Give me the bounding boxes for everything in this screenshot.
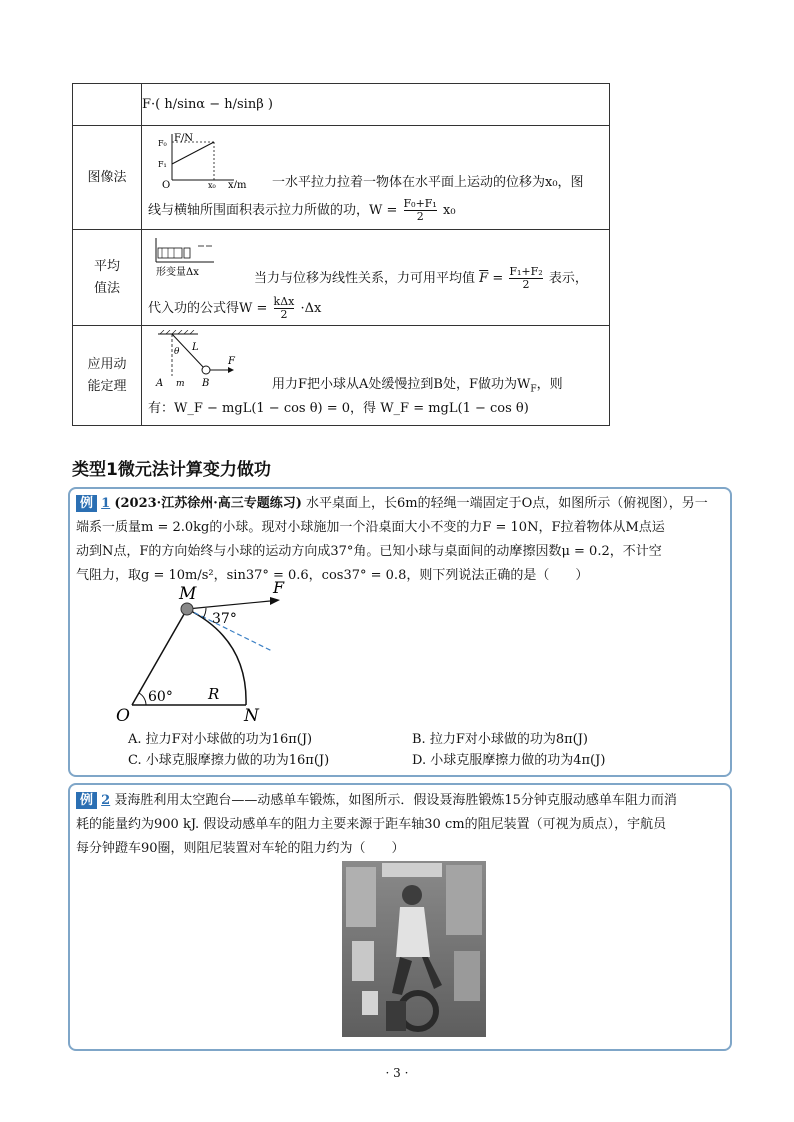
fig1-M: M: [179, 584, 197, 604]
fig1-N: N: [244, 706, 259, 723]
row4-label-1: 应用动: [87, 356, 127, 372]
example-1-box: [68, 487, 732, 777]
example-1-option-a[interactable]: A. 拉力F对小球做的功为16π(J): [128, 732, 313, 747]
example-1-text-4: 气阻力，取g = 10m/s²，sin37° = 0.6，cos37° = 0.8，则下列说法正确的是（ ）: [76, 568, 589, 583]
row4-label-2: 能定理: [87, 378, 127, 394]
row3-text-d: ·Δx: [300, 301, 322, 316]
graph-origin: O: [162, 180, 171, 188]
pendulum-figure: [152, 330, 252, 392]
spring-graph-label: 形变量Δx: [156, 267, 199, 278]
pendulum-F: F: [228, 356, 235, 367]
row4-label: [73, 326, 142, 426]
row3-label-1: 平均: [93, 258, 120, 274]
row3-label-2: 值法: [93, 280, 120, 296]
example-2-tag: 例: [76, 792, 97, 809]
row4-content: [142, 326, 610, 426]
row3-text-b: 表示，: [548, 271, 588, 286]
example-1-option-c[interactable]: C. 小球克服摩擦力做的功为16π(J): [128, 753, 330, 768]
row2-frac-num: F₀+F₁: [403, 197, 437, 210]
graph-y-tick-0: F₀: [158, 139, 167, 148]
row4-text-a: 用力F把小球从A处缓慢拉到B处，F做功为W: [272, 377, 531, 392]
row3-frac-num: F₁+F₂: [509, 265, 543, 278]
row3-fraction: [509, 266, 542, 291]
row3-frac2-num: kΔx: [273, 295, 295, 308]
row1-content: [142, 84, 610, 126]
pendulum-B: B: [202, 378, 210, 389]
row2-text-b: 线与横轴所围面积表示拉力所做的功，W =: [148, 203, 398, 218]
fig1-O: O: [116, 706, 130, 723]
example-2-line1: [76, 789, 722, 812]
methods-table: [72, 83, 610, 426]
example-1-text-2: 端系一质量m = 2.0kg的小球。现对小球施加一个沿桌面大小不变的力F = 10N，F拉着物体从M点运: [76, 520, 665, 535]
row2-frac-den: 2: [416, 210, 424, 223]
example-1-line1: [76, 492, 722, 515]
spring-graph: [152, 236, 222, 278]
fig1-angle37: 37°: [212, 611, 237, 627]
page-number: · 3 ·: [385, 1066, 409, 1080]
row1-label: [73, 84, 142, 126]
example-1-option-b[interactable]: B. 拉力F对小球做的功为8π(J): [412, 732, 589, 747]
example-1-num: 1: [101, 496, 111, 511]
pendulum-A: A: [156, 378, 164, 389]
section-title: 类型1微元法计算变力做功: [72, 460, 271, 480]
fig1-F: F: [273, 581, 285, 597]
example-2-text-1: 聂海胜利用太空跑台——动感单车锻炼，如图所示．假设聂海胜锻炼15分钟克服动感单车阻力而消: [114, 793, 677, 808]
row3-line1: [254, 266, 588, 291]
example-1-source: (2023·江苏徐州·高三专题练习): [114, 496, 302, 511]
row2-content: [142, 126, 610, 230]
row2-fraction: [404, 198, 437, 223]
graph-y-axis: F/N: [174, 133, 194, 144]
pendulum-L: L: [192, 342, 199, 353]
row2-label: 图像法: [73, 126, 142, 230]
row4-text-b: 有：W_F − mgL(1 − cos θ) = 0，得 W_F = mgL(1 − cos θ): [148, 401, 529, 416]
example-1-option-d[interactable]: D. 小球克服摩擦力做的功为4π(J): [412, 753, 606, 768]
row3-fraction-2: [274, 296, 295, 321]
row2-text-c: x₀: [442, 203, 456, 218]
example-1-text-1: 水平桌面上，长6m的轻绳一端固定于O点，如图所示（俯视图），另一: [306, 496, 708, 511]
astronaut-photo: [342, 861, 486, 1037]
example-2-box: [68, 783, 732, 1051]
force-displacement-graph: [156, 130, 256, 188]
row2-line2: [148, 198, 456, 223]
example-2-num: 2: [101, 793, 111, 808]
row3-text-a: 当力与位移为线性关系，力可用平均值: [254, 271, 476, 286]
fig1-R: R: [208, 685, 220, 703]
graph-x-axis: x/m: [228, 180, 247, 188]
row4-line1: [272, 374, 563, 401]
example-2-text-2: 耗的能量约为900 kJ. 假设动感单车的阻力主要来源于距车轴30 cm的阻尼装置（可视为质点），宇航员: [76, 817, 667, 832]
row3-frac-den: 2: [522, 278, 530, 291]
pendulum-m: m: [176, 379, 185, 389]
row3-label: [73, 230, 142, 326]
row3-line2: [148, 296, 321, 321]
example-1-tag: 例: [76, 495, 97, 512]
row4-text-a2: ，则: [536, 377, 563, 392]
graph-y-tick-1: F₁: [158, 160, 167, 169]
row3-fbar: $\overline{F}$: [479, 271, 489, 286]
pendulum-theta: θ: [174, 347, 180, 357]
row1-formula: F·( h/sinα − h/sinβ ): [142, 96, 273, 112]
fig1-angle60: 60°: [148, 689, 173, 705]
example-1-figure: [110, 581, 350, 723]
row3-eq: =: [492, 271, 504, 286]
row3-text-c: 代入功的公式得W =: [148, 301, 268, 316]
example-1-text-3: 动到N点，F的方向始终与小球的运动方向成37°角。已知小球与桌面间的动摩擦因数μ = 0.2，不计空: [76, 544, 662, 559]
row4-sub-F: F: [530, 384, 537, 395]
row3-frac2-den: 2: [280, 308, 288, 321]
example-2-text-3: 每分钟蹬车90圈，则阻尼装置对车轮的阻力约为（ ）: [76, 841, 405, 856]
row2-text-a: 一水平拉力拉着一物体在水平面上运动的位移为x₀，图: [272, 175, 584, 190]
row3-content: [142, 230, 610, 326]
graph-x-tick: x₀: [208, 181, 216, 188]
